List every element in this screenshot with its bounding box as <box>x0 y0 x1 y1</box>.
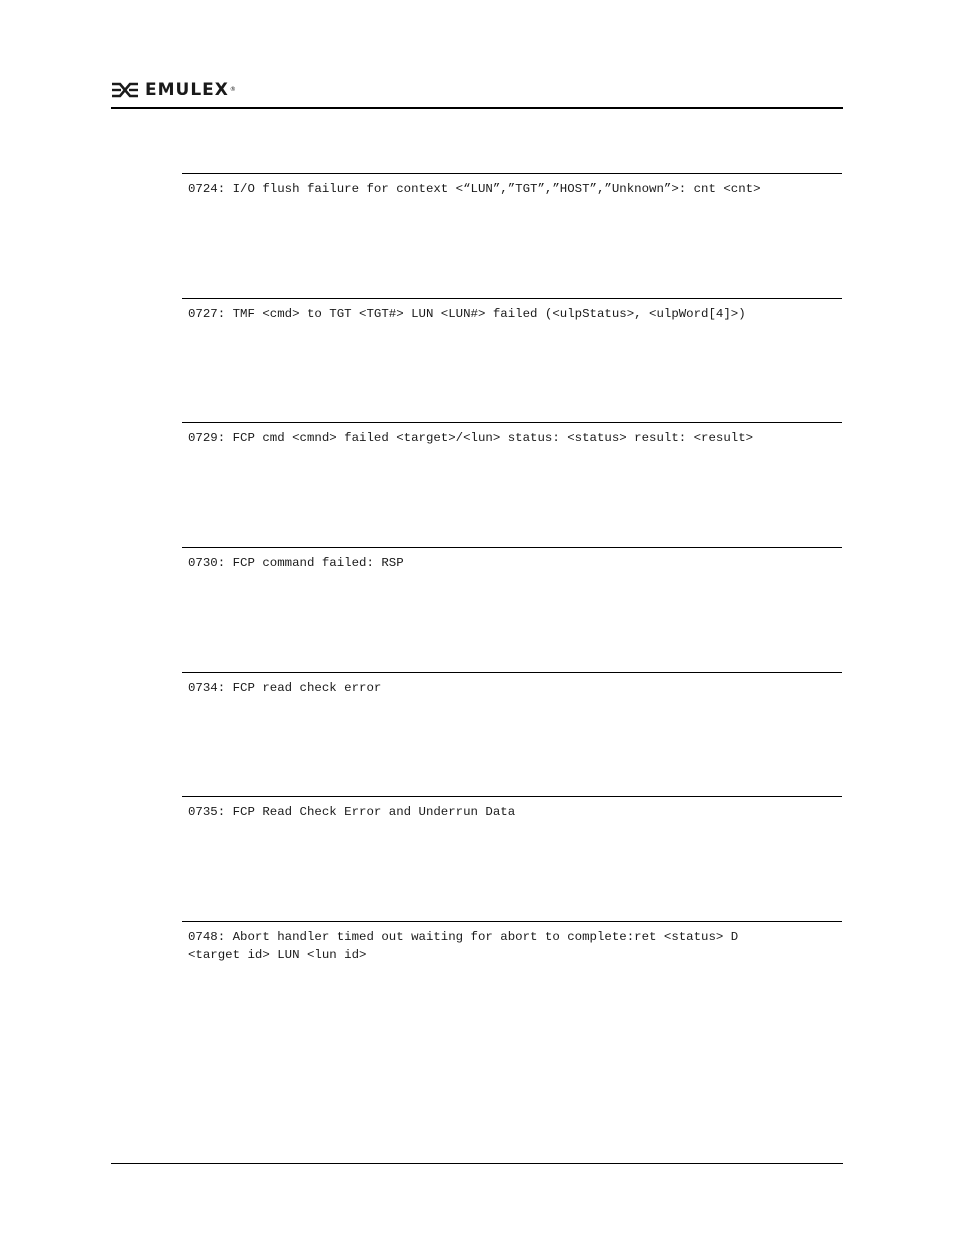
log-message-list <box>182 173 842 1046</box>
header-divider <box>111 107 843 109</box>
log-message-text: 0724: I/O flush failure for context <“LUN”,”TGT”,”HOST”,”Unknown”>: cnt <cnt> <box>188 182 761 196</box>
emulex-logo-mark-icon <box>111 82 139 98</box>
log-message-entry <box>182 298 842 423</box>
emulex-logo <box>111 80 236 100</box>
log-message-text: 0734: FCP read check error <box>188 680 382 695</box>
log-message-text: 0735: FCP Read Check Error and Underrun Data <box>188 805 516 820</box>
brand-name: EMULEX <box>145 80 229 100</box>
log-message-text: 0730: FCP command failed: RSP <box>188 556 404 571</box>
log-message-entry <box>182 173 842 298</box>
log-message-entry <box>182 547 842 672</box>
log-message-text: 0729: FCP cmd <cmnd> failed <target>/<lun> status: <status> result: <result> <box>188 431 754 446</box>
log-message-text: 0748: Abort handler timed out waiting for abort to complete:ret <status> D <target id> LUN <lun id> <box>188 930 739 963</box>
log-message-entry <box>182 672 842 797</box>
footer-divider <box>111 1163 843 1164</box>
log-message-entry <box>182 422 842 547</box>
log-message-entry <box>182 921 842 1046</box>
log-message-entry <box>182 796 842 921</box>
log-message-text: 0727: TMF <cmd> to TGT <TGT#> LUN <LUN#> failed (<ulpStatus>, <ulpWord[4]>) <box>188 306 746 321</box>
page-header <box>111 80 843 110</box>
trademark-symbol: ® <box>229 86 236 93</box>
